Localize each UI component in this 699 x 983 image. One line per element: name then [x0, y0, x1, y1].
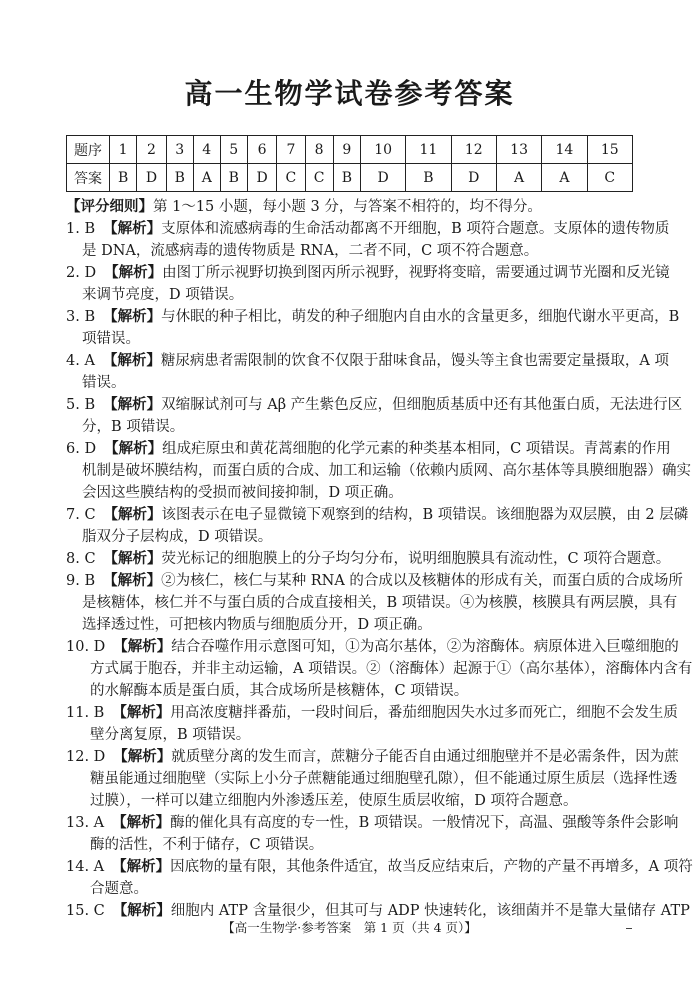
explanation-line: [66, 570, 683, 592]
explanation-text: 用高浓度糖拌番茄，一段时间后，番茄细胞因失水过多而死亡，细胞不会发生质: [170, 705, 678, 721]
explanation-text: 是 DNA，流感病毒的遗传物质是 RNA，二者不同，C 项不符合题意。: [82, 243, 539, 259]
question-number-cell: 11: [406, 136, 451, 164]
explanation-line: [66, 658, 693, 680]
explanation-line: [66, 724, 634, 746]
question-number-cell: 5: [220, 136, 247, 164]
explanation-line: [66, 548, 671, 570]
explanation-text: 荧光标记的细胞膜上的分子均匀分布，说明细胞膜具有流动性，C 项符合题意。: [161, 551, 671, 567]
explanation-text: 与休眠的种子相比，萌发的种子细胞内自由水的含量更多，细胞代谢水平更高，B: [161, 309, 680, 325]
explanation-text: 双缩脲试剂可与 Aβ 产生紫色反应，但细胞质基质中还有其他蛋白质，无法进行区: [161, 397, 683, 413]
explanation-text: 分，B 项错误。: [82, 419, 185, 435]
explanation-line: [66, 482, 634, 504]
analysis-label: 【解析】: [103, 551, 162, 567]
explanation-text: 是核糖体，核仁并不与蛋白质的合成直接相关，B 项错误。④为核膜，核膜具有两层膜，具有: [82, 595, 678, 611]
explanation-text: 项错误。: [82, 331, 140, 347]
question-number-row: [67, 136, 633, 164]
explanation-item: [66, 548, 671, 570]
explanation-line: [66, 460, 691, 482]
answer-cell: B: [406, 164, 451, 192]
explanation-item: [66, 746, 679, 812]
explanation-item: [66, 262, 670, 306]
question-number-cell: 8: [305, 136, 333, 164]
explanation-text: 选择透过性，可把核内物质与细胞质分开，D 项正确。: [82, 617, 432, 633]
explanation-text: 酶的催化具有高度的专一性，B 项错误。一般情况下，高温、强酸等条件会影响: [170, 815, 679, 831]
item-number-answer: 3. B: [66, 309, 96, 325]
answer-cell: A: [193, 164, 220, 192]
question-number-cell: 13: [496, 136, 541, 164]
answer-cell: D: [360, 164, 405, 192]
answer-cell: B: [166, 164, 193, 192]
explanation-item: [66, 306, 680, 350]
explanation-item: [66, 856, 693, 900]
explanation-text: 细胞内 ATP 含量很少，但其可与 ADP 快速转化，该细菌并不是靠大量储存 ATP: [170, 903, 690, 919]
rubric-label: 【评分细则】: [66, 199, 153, 215]
item-number-answer: 14. A: [66, 859, 105, 875]
corner-mark: [626, 928, 632, 929]
explanation-line: [66, 504, 689, 526]
analysis-label: 【解析】: [104, 265, 163, 281]
explanation-line: [66, 394, 683, 416]
explanation-text: 脂双分子层构成，D 项错误。: [82, 529, 273, 545]
item-number-answer: 5. B: [66, 397, 96, 413]
analysis-label: 【解析】: [104, 441, 163, 457]
explanation-text: 错误。: [82, 375, 126, 391]
explanation-item: [66, 570, 683, 636]
rubric-text: 第 1～15 小题，每小题 3 分，与答案不相符的，均不得分。: [153, 199, 542, 215]
analysis-label: 【解析】: [112, 903, 171, 919]
explanation-line: [66, 834, 634, 856]
explanation-line: [66, 680, 634, 702]
question-number-cell: 1: [110, 136, 137, 164]
answer-cell: D: [247, 164, 276, 192]
explanation-text: 糖虽能通过细胞壁（实际上小分子蔗糖能通过细胞壁孔隙），但不能通过原生质层（选择性透: [90, 771, 678, 787]
explanation-text: 就质壁分离的发生而言，蔗糖分子能否自由通过细胞壁并不是必需条件，因为蔗: [171, 749, 679, 765]
question-number-cell: 3: [166, 136, 193, 164]
analysis-label: 【解析】: [102, 353, 161, 369]
explanation-item: [66, 504, 689, 548]
question-number-cell: 15: [587, 136, 632, 164]
answer-cell: D: [137, 164, 166, 192]
question-number-cell: 7: [277, 136, 305, 164]
question-number-cell: 14: [542, 136, 587, 164]
answer-cell: B: [220, 164, 247, 192]
item-number-answer: 11. B: [66, 705, 105, 721]
explanation-line: [66, 878, 634, 900]
analysis-label: 【解析】: [103, 221, 162, 237]
question-number-cell: 4: [193, 136, 220, 164]
explanation-item: [66, 636, 693, 702]
question-number-cell: 10: [360, 136, 405, 164]
explanation-text: 糖尿病患者需限制的饮食不仅限于甜味食品，馒头等主食也需要定量摄取，A 项: [160, 353, 669, 369]
explanation-item: [66, 350, 669, 394]
explanation-text: 合题意。: [90, 881, 148, 897]
explanation-item: [66, 218, 670, 262]
explanation-text: ②为核仁，核仁与某种 RNA 的合成以及核糖体的形成有关，而蛋白质的合成场所: [161, 573, 683, 589]
analysis-label: 【解析】: [103, 309, 162, 325]
answer-cell: C: [277, 164, 305, 192]
answer-cell: C: [305, 164, 333, 192]
page-title: 高一生物学试卷参考答案: [184, 77, 515, 110]
explanation-line: [66, 350, 669, 372]
explanation-line: [66, 790, 634, 812]
explanation-text: 结合吞噬作用示意图可知，①为高尔基体，②为溶酶体。病原体进入巨噬细胞的: [171, 639, 679, 655]
explanation-line: [66, 372, 634, 394]
explanation-text: 方式属于胞吞，并非主动运输，A 项错误。②（溶酶体）起源于①（高尔基体），溶酶体内含有: [90, 661, 693, 677]
item-number-answer: 10. D: [66, 639, 106, 655]
analysis-label: 【解析】: [112, 705, 171, 721]
explanation-line: [66, 592, 678, 614]
explanation-item: [66, 702, 678, 746]
explanation-text: 壁分离复原，B 项错误。: [90, 727, 251, 743]
question-number-cell: 9: [333, 136, 360, 164]
explanation-line: [66, 328, 634, 350]
explanation-line: [66, 306, 680, 328]
answer-table: [66, 135, 633, 192]
answer-cell: D: [451, 164, 496, 192]
explanation-text: 过膜），一样可以建立细胞内外渗透压差，使原生质层收缩，D 项符合题意。: [90, 793, 578, 809]
explanation-line: [66, 240, 634, 262]
explanation-text: 机制是破坏膜结构，而蛋白质的合成、加工和运输（依赖内质网、高尔基体等具膜细胞器）确实: [82, 463, 691, 479]
item-number-answer: 9. B: [66, 573, 96, 589]
explanation-line: [66, 218, 670, 240]
explanation-text: 组成疟原虫和黄花蒿细胞的化学元素的种类基本相同，C 项错误。青蒿素的作用: [162, 441, 671, 457]
explanation-text: 会因这些膜结构的受损而被间接抑制，D 项正确。: [82, 485, 403, 501]
analysis-label: 【解析】: [103, 397, 162, 413]
explanation-text: 来调节亮度，D 项错误。: [82, 287, 244, 303]
explanation-line: [66, 416, 634, 438]
explanation-item: [66, 438, 691, 504]
explanation-text: 该图表示在电子显微镜下观察到的结构，B 项错误。该细胞器为双层膜，由 2 层磷: [161, 507, 689, 523]
explanation-text: 酶的活性，不利于储存，C 项错误。: [90, 837, 324, 853]
question-number-cell: 2: [137, 136, 166, 164]
explanation-line: [66, 702, 678, 724]
explanation-line: [66, 614, 634, 636]
item-number-answer: 13. A: [66, 815, 105, 831]
answer-cell: A: [542, 164, 587, 192]
explanation-text: 由图丁所示视野切换到图丙所示视野，视野将变暗，需要通过调节光圈和反光镜: [162, 265, 670, 281]
item-number-answer: 2. D: [66, 265, 97, 281]
answer-row: [67, 164, 633, 192]
analysis-label: 【解析】: [103, 573, 162, 589]
analysis-label: 【解析】: [113, 749, 172, 765]
row-label: 题序: [67, 136, 110, 164]
answer-explanations: [66, 196, 693, 922]
analysis-label: 【解析】: [112, 815, 171, 831]
explanation-line: [66, 438, 671, 460]
row-label: 答案: [67, 164, 110, 192]
explanation-text: 因底物的量有限，其他条件适宜，故当反应结束后，产物的产量不再增多，A 项符: [170, 859, 693, 875]
explanation-line: [66, 526, 634, 548]
analysis-label: 【解析】: [112, 859, 171, 875]
answer-cell: A: [496, 164, 541, 192]
explanation-line: [66, 284, 634, 306]
question-number-cell: 6: [247, 136, 276, 164]
explanation-text: 支原体和流感病毒的生命活动都离不开细胞，B 项符合题意。支原体的遗传物质: [161, 221, 670, 237]
explanation-line: [66, 636, 679, 658]
question-number-cell: 12: [451, 136, 496, 164]
analysis-label: 【解析】: [113, 639, 172, 655]
rubric-line: [66, 196, 634, 218]
analysis-label: 【解析】: [103, 507, 162, 523]
page-footer: 【高一生物学·参考答案 第 1 页（共 4 页）】: [222, 920, 477, 935]
explanation-line: [66, 812, 679, 834]
item-number-answer: 12. D: [66, 749, 106, 765]
explanation-item: [66, 812, 679, 856]
explanation-line: [66, 746, 679, 768]
item-number-answer: 1. B: [66, 221, 96, 237]
item-number-answer: 8. C: [66, 551, 96, 567]
answer-cell: B: [110, 164, 137, 192]
explanation-item: [66, 394, 683, 438]
item-number-answer: 7. C: [66, 507, 96, 523]
explanation-line: [66, 262, 670, 284]
explanation-line: [66, 856, 693, 878]
item-number-answer: 15. C: [66, 903, 105, 919]
explanation-text: 的水解酶本质是蛋白质，其合成场所是核糖体，C 项错误。: [90, 683, 469, 699]
explanation-line: [66, 768, 678, 790]
answer-cell: C: [587, 164, 632, 192]
item-number-answer: 6. D: [66, 441, 97, 457]
answer-cell: B: [333, 164, 360, 192]
item-number-answer: 4. A: [66, 353, 95, 369]
